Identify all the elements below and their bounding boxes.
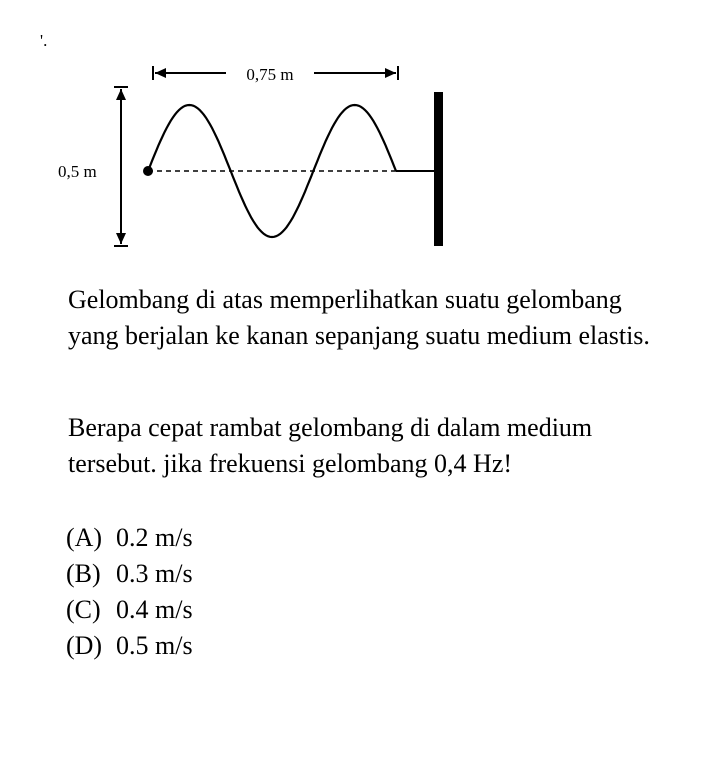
- option-letter: (D): [66, 631, 103, 660]
- option-d[interactable]: [66, 630, 193, 662]
- wall: [434, 92, 443, 246]
- option-value: 0.3 m/s: [116, 559, 193, 588]
- option-letter: (A): [66, 523, 103, 552]
- option-b[interactable]: [66, 558, 193, 590]
- wave-diagram: [0, 0, 705, 270]
- option-letter: (C): [66, 595, 101, 624]
- question-paragraph-1: Gelombang di atas memperlihatkan suatu gelombang yang berjalan ke kanan sepanjang suatu medium elastis.: [68, 285, 650, 350]
- wavelength-label: 0,75 m: [246, 65, 294, 84]
- amplitude-label: 0,5 m: [58, 162, 97, 181]
- option-c[interactable]: [66, 594, 193, 626]
- question-paragraph-2: Berapa cepat rambat gelombang di dalam medium tersebut. jika frekuensi gelombang 0,4 Hz!: [68, 413, 593, 478]
- option-letter: (B): [66, 559, 101, 588]
- amplitude-dimension: [114, 87, 128, 246]
- option-value: 0.2 m/s: [116, 523, 193, 552]
- option-value: 0.5 m/s: [116, 631, 193, 660]
- option-value: 0.4 m/s: [116, 595, 193, 624]
- wave-source-dot: [143, 166, 153, 176]
- option-a[interactable]: [66, 522, 193, 554]
- corner-mark: '.: [40, 31, 48, 50]
